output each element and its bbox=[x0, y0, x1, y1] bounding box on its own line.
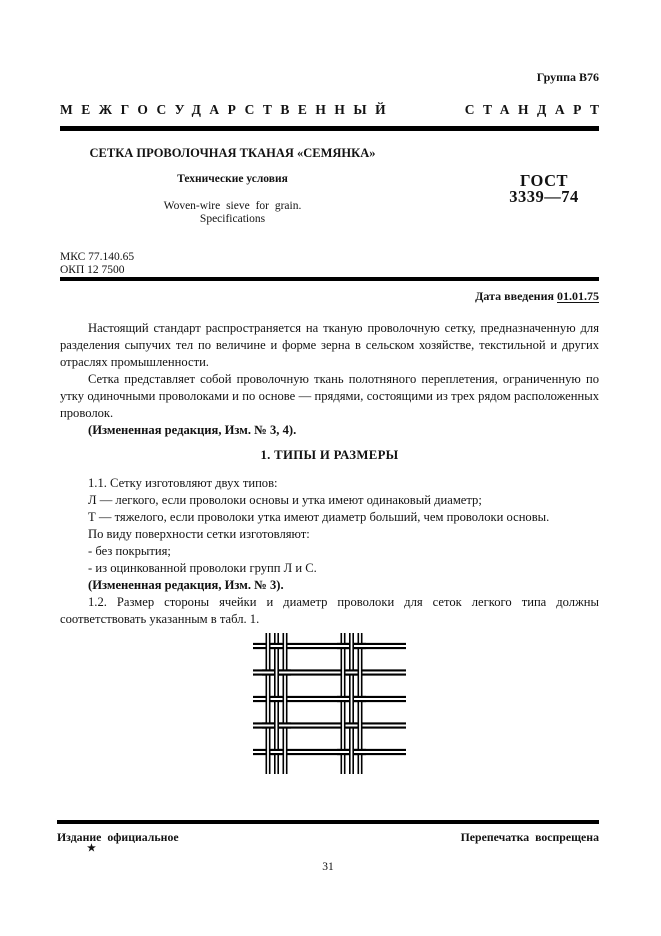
type-t-line: Т — тяжелого, если проволоки утка имеют диаметр больший, чем проволоки основы. bbox=[88, 510, 550, 524]
galvanized-line: - из оцинкованной проволоки групп Л и С. bbox=[88, 561, 317, 575]
title-english-line1: Woven-wire sieve for grain. bbox=[163, 200, 302, 212]
footer-rule bbox=[57, 820, 599, 824]
okp-code: ОКП 12 7500 bbox=[60, 263, 125, 276]
header-rule bbox=[60, 126, 599, 131]
amendment-note-1: (Измененная редакция, Изм. № 3, 4). bbox=[88, 423, 297, 437]
standard-word-2: СТАНДАРТ bbox=[464, 102, 608, 117]
title-english bbox=[60, 200, 405, 226]
clause-1-1: 1.1. Сетку изготовляют двух типов: bbox=[88, 476, 278, 490]
page-number: 31 bbox=[322, 861, 334, 873]
group-code: Группа В76 bbox=[536, 70, 599, 84]
footer-left bbox=[57, 831, 179, 854]
standard-designation bbox=[489, 146, 599, 228]
footer-row bbox=[57, 831, 599, 854]
effective-date bbox=[60, 290, 599, 303]
effective-date-label: Дата введения bbox=[475, 289, 554, 303]
section-1-body bbox=[60, 475, 599, 628]
type-l-line: Л — легкого, если проволоки основы и утка имеют одинаковый диаметр; bbox=[88, 493, 482, 507]
document-title: СЕТКА ПРОВОЛОЧНАЯ ТКАНАЯ «СЕМЯНКА» bbox=[89, 146, 376, 160]
codes-rule bbox=[60, 277, 599, 281]
designation-number: 3339—74 bbox=[509, 187, 579, 206]
surface-kinds-line: По виду поверхности сетки изготовляют: bbox=[88, 527, 310, 541]
clause-1-2: 1.2. Размер стороны ячейки и диаметр проволоки для сеток легкого типа должны соответствовать указанным в табл. 1. bbox=[60, 595, 599, 626]
standard-word-1: МЕЖГОСУДАРСТВЕННЫЙ bbox=[60, 102, 395, 117]
standard-type-heading bbox=[60, 102, 608, 117]
amendment-note-2: (Измененная редакция, Изм. № 3). bbox=[88, 578, 284, 592]
effective-date-value: 01.01.75 bbox=[557, 289, 599, 303]
wire-mesh-figure bbox=[60, 628, 599, 785]
reprint-forbidden-label: Перепечатка воспрещена bbox=[460, 830, 599, 844]
document-subtitle: Технические условия bbox=[177, 173, 288, 185]
title-english-line2: Specifications bbox=[199, 213, 266, 225]
intro-paragraph-1: Настоящий стандарт распространяется на тканую проволочную сетку, предназначенную для разделения сыпучих тел по величине и форме зерна в сельском хозяйстве, текстильной и других отраслях промышленности. bbox=[60, 321, 599, 369]
uncoated-line: - без покрытия; bbox=[88, 544, 171, 558]
official-edition-label: Издание официальное bbox=[57, 830, 179, 844]
intro-paragraphs bbox=[60, 320, 599, 439]
title-block bbox=[60, 146, 599, 228]
mks-code: МКС 77.140.65 bbox=[60, 251, 135, 263]
intro-paragraph-2: Сетка представляет собой проволочную ткань полотняного переплетения, ограниченную по утку одиночными проволоками и по основе — прядями, состоящими из трех рядом расположенных проволок. bbox=[60, 372, 599, 420]
title-column bbox=[60, 146, 405, 228]
star-icon: ★ bbox=[87, 843, 96, 854]
section-1-heading: 1. ТИПЫ И РАЗМЕРЫ bbox=[260, 448, 399, 462]
classification-codes bbox=[60, 251, 599, 276]
page-footer bbox=[57, 820, 599, 873]
wire-mesh-diagram bbox=[246, 628, 414, 780]
designation-gost: ГОСТ bbox=[519, 171, 569, 190]
